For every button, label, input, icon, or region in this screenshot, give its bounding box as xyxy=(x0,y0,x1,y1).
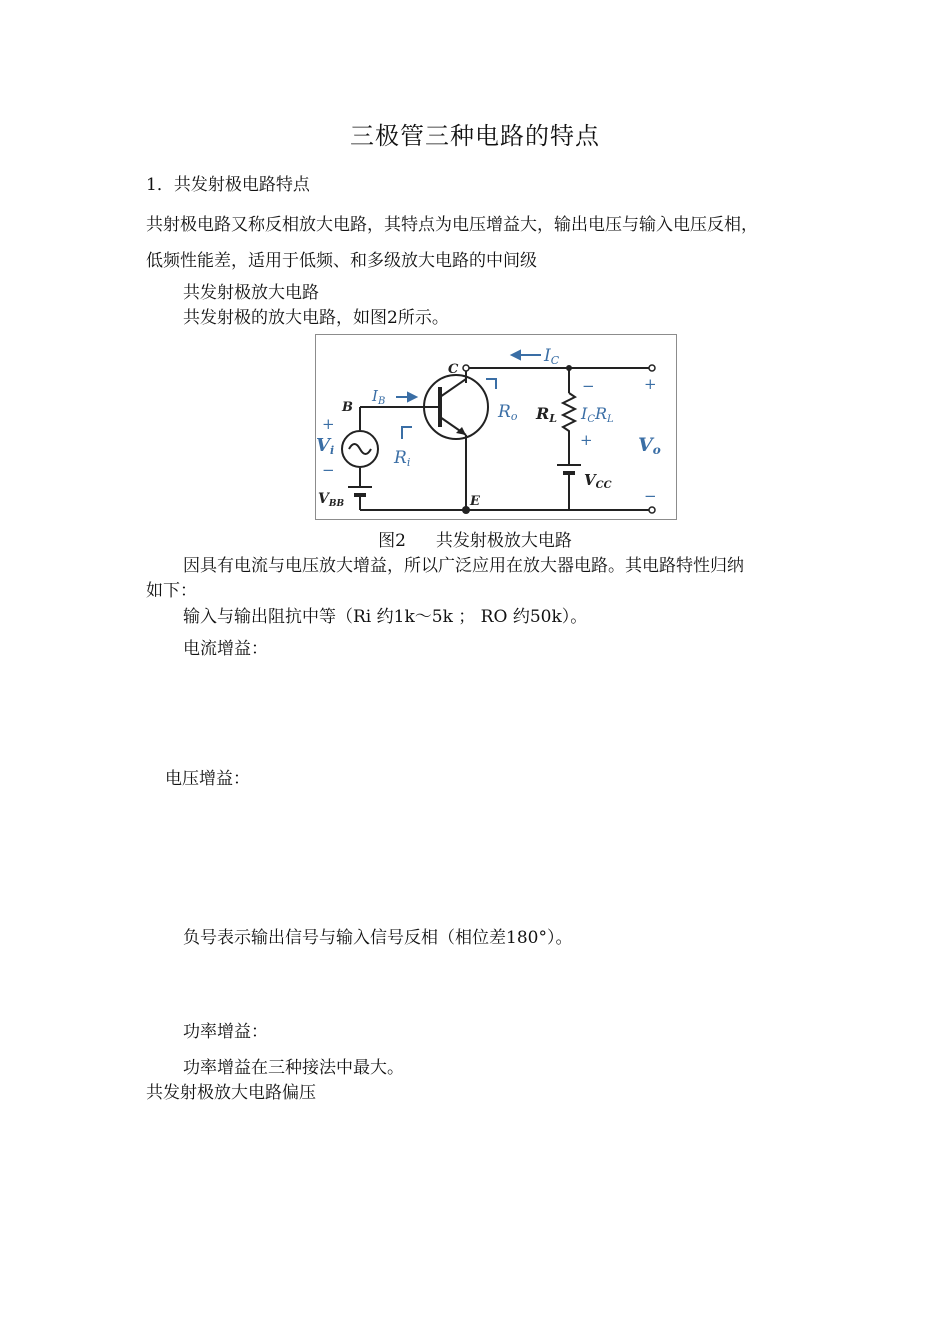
negative-sign-note: 负号表示输出信号与输入信号反相（相位差180°）。 xyxy=(183,928,573,948)
voltage-gain-label: 电压增益： xyxy=(165,769,250,789)
ic-arrowhead-icon xyxy=(512,351,520,359)
ib-arrowhead-icon xyxy=(408,393,416,401)
node-e xyxy=(462,506,470,514)
ro-arrow-icon xyxy=(486,379,496,389)
label-rl-minus: − xyxy=(582,377,595,395)
node-c xyxy=(463,365,469,371)
page-title: 三极管三种电路的特点 xyxy=(350,122,600,150)
label-vi: Vi xyxy=(316,435,335,457)
label-rl: RL xyxy=(536,404,558,425)
resistor-rl xyxy=(563,393,575,435)
label-c: C xyxy=(448,362,459,377)
section-heading: 1．共发射极电路特点 xyxy=(146,175,310,195)
figure-reference: 共发射极的放大电路，如图2所示。 xyxy=(183,308,449,328)
label-rl-plus: + xyxy=(580,431,593,449)
figure-caption-number: 图2 xyxy=(378,531,406,551)
bias-heading: 共发射极放大电路偏压 xyxy=(146,1083,316,1103)
subheading: 共发射极放大电路 xyxy=(183,283,319,303)
label-ro: Ro xyxy=(498,402,518,423)
label-vo-plus: + xyxy=(644,375,657,393)
label-vcc: $V_{CC}$ xyxy=(584,471,612,491)
figure-caption xyxy=(0,526,950,551)
label-ri: Ri xyxy=(394,448,411,469)
paragraph2-line1: 因具有电流与电压放大增益，所以广泛应用在放大器电路。其电路特性归纳 xyxy=(183,556,744,576)
intro-text-line1: 共射极电路又称反相放大电路，其特点为电压增益大，输出电压与输入电压反相， xyxy=(146,215,758,235)
impedance-text: 输入与输出阻抗中等（Ri 约1k～5k ； RO 约50k）。 xyxy=(183,607,588,627)
label-e: E xyxy=(470,494,480,509)
power-gain-label: 功率增益： xyxy=(183,1022,268,1042)
circuit-diagram xyxy=(316,335,676,519)
terminal-out-plus xyxy=(649,365,655,371)
intro-text-line2: 低频性能差，适用于低频、和多级放大电路的中间级 xyxy=(146,251,537,271)
label-vbb: $V_{BB}$ xyxy=(318,491,345,509)
transistor-collector-lead xyxy=(440,379,466,397)
node-rl-top xyxy=(566,365,572,371)
terminal-out-minus xyxy=(649,507,655,513)
circuit-figure xyxy=(315,334,677,520)
figure-caption-text: 共发射极放大电路 xyxy=(435,531,572,551)
label-vi-plus: + xyxy=(322,415,335,433)
label-vo: Vo xyxy=(638,434,661,457)
power-gain-note: 功率增益在三种接法中最大。 xyxy=(183,1058,404,1078)
label-icrl: ICRL xyxy=(581,404,614,425)
paragraph2-line2: 如下： xyxy=(146,581,197,601)
sine-wave-icon xyxy=(349,444,371,454)
label-vi-minus: − xyxy=(322,461,335,479)
ri-arrow-icon xyxy=(402,427,412,439)
label-b: B xyxy=(342,400,353,415)
current-gain-label: 电流增益： xyxy=(183,639,268,659)
label-vo-minus: − xyxy=(644,487,657,505)
label-ic: IC xyxy=(544,346,560,367)
label-ib: $I_B$ xyxy=(372,387,386,407)
